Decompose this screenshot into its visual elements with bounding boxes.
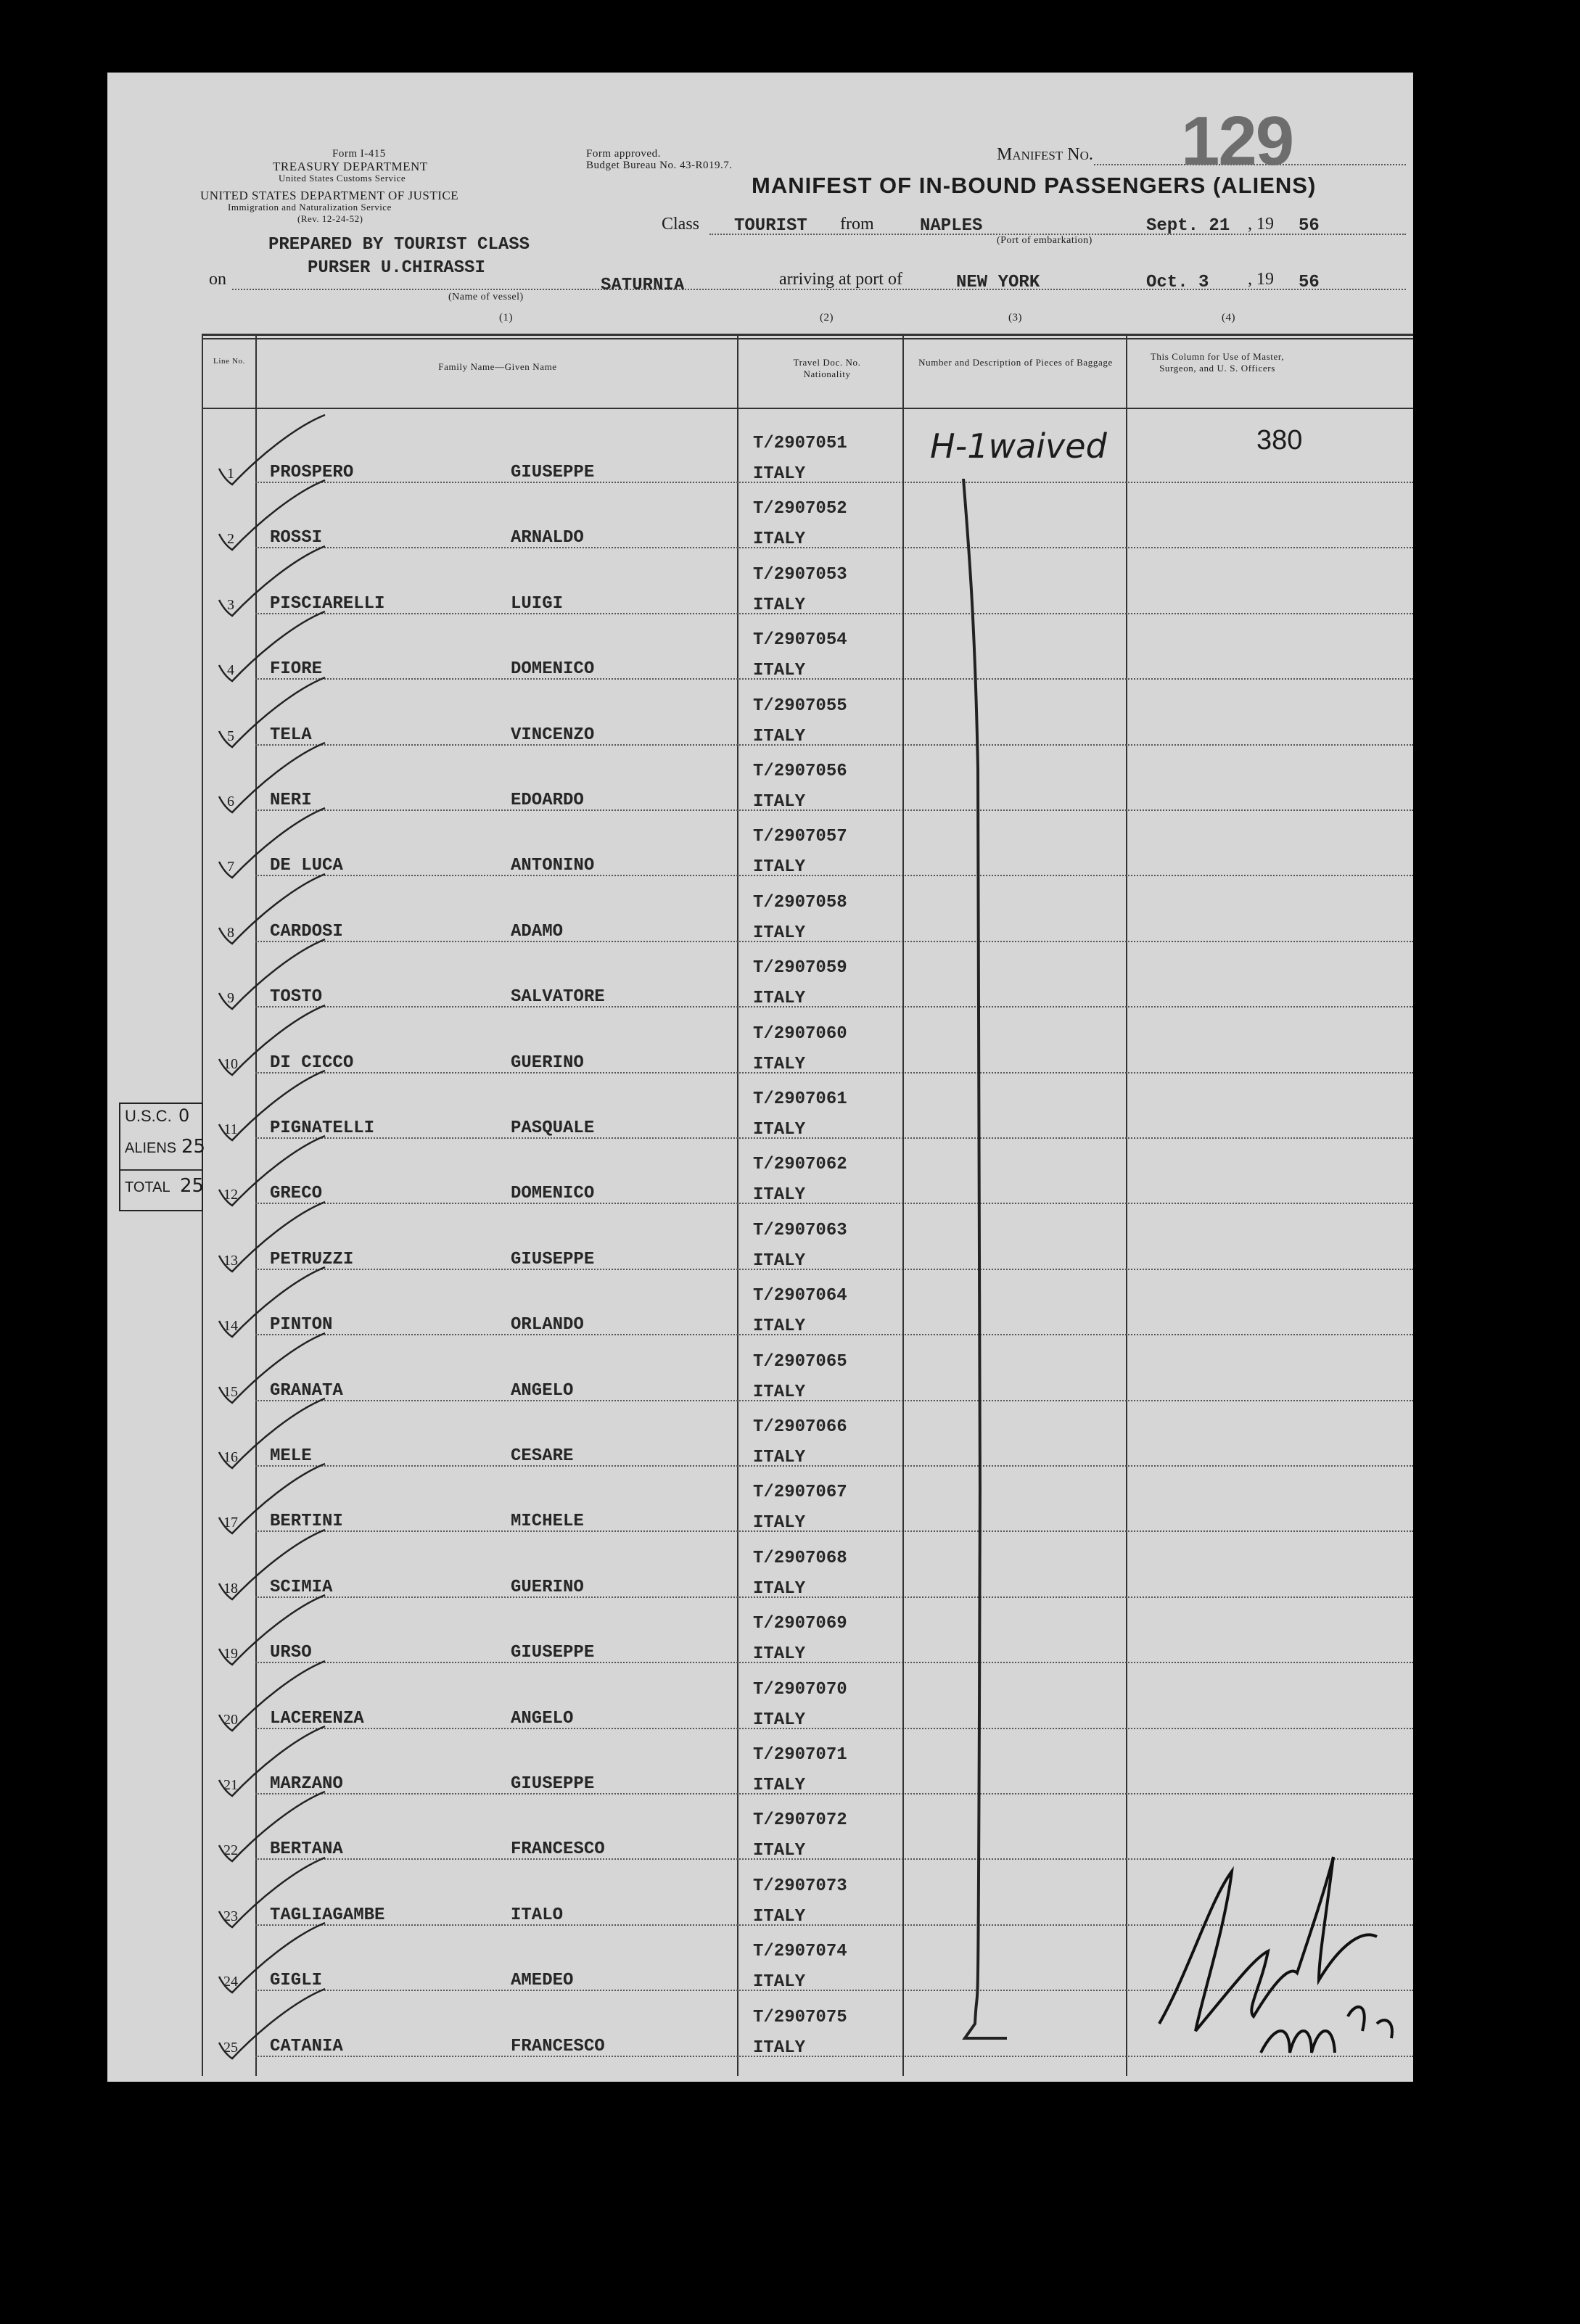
col-baggage: Number and Description of Pieces of Baggage — [918, 357, 1113, 368]
nationality: ITALY — [753, 1382, 806, 1402]
family-name: DI CICCO — [270, 1052, 354, 1073]
travel-doc-no: T/2907072 — [753, 1810, 847, 1831]
doc-col-rule — [902, 334, 904, 2076]
travel-doc-no: T/2907058 — [753, 892, 847, 912]
given-name: ANGELO — [511, 1708, 574, 1728]
nationality: ITALY — [753, 1578, 806, 1599]
line-number: 9 — [227, 990, 234, 1007]
nationality: ITALY — [753, 1841, 806, 1861]
travel-doc-no: T/2907063 — [753, 1220, 847, 1240]
travel-doc-no: T/2907069 — [753, 1614, 847, 1634]
family-name: GRECO — [270, 1184, 323, 1204]
given-name: GUERINO — [511, 1052, 584, 1073]
family-name: SCIMIA — [270, 1577, 333, 1597]
line-number: 23 — [223, 1908, 238, 1924]
table-top-rule — [202, 334, 1413, 336]
given-name: PASQUALE — [511, 1118, 595, 1138]
travel-doc-no: T/2907059 — [753, 958, 847, 978]
line-number: 1 — [227, 466, 234, 482]
box-divider — [120, 1169, 202, 1171]
name-col-rule — [737, 334, 738, 2076]
family-name: MELE — [270, 1446, 312, 1466]
revision: (Rev. 12-24-52) — [297, 213, 363, 224]
baggage-note: H-1waived — [930, 427, 1107, 466]
row-rule — [255, 1662, 1413, 1663]
row-rule — [255, 482, 1413, 483]
given-name: ORLANDO — [511, 1315, 584, 1335]
travel-doc-no: T/2907057 — [753, 827, 847, 847]
line-number: 8 — [227, 924, 234, 941]
customs-service: United States Customs Service — [279, 173, 406, 184]
family-name: NERI — [270, 791, 312, 810]
check-mark — [216, 1986, 332, 2066]
travel-doc-no: T/2907064 — [753, 1286, 847, 1306]
nationality: ITALY — [753, 792, 806, 812]
nationality: ITALY — [753, 661, 806, 681]
nationality: ITALY — [753, 464, 806, 484]
nationality: ITALY — [753, 923, 806, 943]
count-box — [119, 1103, 206, 1211]
manifest-title: MANIFEST OF IN-BOUND PASSENGERS (ALIENS) — [752, 173, 1317, 198]
department: TREASURY DEPARTMENT — [273, 160, 428, 173]
given-name: CESARE — [511, 1446, 574, 1466]
ditto-line — [949, 479, 1021, 2082]
box-aliens-value: 25 — [181, 1136, 206, 1158]
given-name: DOMENICO — [511, 659, 595, 680]
given-name: ARNALDO — [511, 528, 584, 548]
line-number: 2 — [227, 531, 234, 548]
box-usc-label: U.S.C. — [125, 1107, 172, 1125]
travel-doc-no: T/2907074 — [753, 1942, 847, 1962]
given-name: DOMENICO — [511, 1184, 595, 1204]
row-rule — [255, 1072, 1413, 1074]
family-name: TAGLIAGAMBE — [270, 1905, 385, 1925]
col-line-no: Line No. — [213, 357, 245, 366]
line-number: 7 — [227, 859, 234, 875]
manifest-no-label: Manifest No. — [997, 145, 1093, 164]
form-approved: Form approved. — [586, 148, 661, 160]
given-name: ITALO — [511, 1905, 564, 1925]
prepared-by-2: PURSER U.CHIRASSI — [308, 258, 485, 278]
family-name: PETRUZZI — [270, 1249, 354, 1269]
col-num-1: (1) — [499, 312, 513, 324]
baggage-col-rule — [1126, 334, 1127, 2076]
nationality: ITALY — [753, 1972, 806, 1993]
class-label: Class — [662, 215, 700, 234]
nationality: ITALY — [753, 530, 806, 550]
nationality: ITALY — [753, 1906, 806, 1927]
given-name: GIUSEPPE — [511, 1774, 595, 1794]
travel-doc-no: T/2907054 — [753, 630, 847, 651]
row-rule — [255, 1269, 1413, 1270]
travel-doc-no: T/2907055 — [753, 696, 847, 716]
nationality: ITALY — [753, 1513, 806, 1533]
given-name: ADAMO — [511, 921, 564, 941]
family-name: TOSTO — [270, 987, 323, 1008]
family-name: ROSSI — [270, 528, 323, 548]
travel-doc-no: T/2907060 — [753, 1023, 847, 1044]
given-name: AMEDEO — [511, 1971, 574, 1991]
family-name: BERTINI — [270, 1512, 343, 1532]
row-rule — [255, 941, 1413, 942]
date-to: Oct. 3 — [1146, 273, 1209, 292]
class-value: TOURIST — [734, 216, 807, 236]
row-rule — [255, 809, 1413, 811]
nationality: ITALY — [753, 1250, 806, 1271]
line-number: 5 — [227, 728, 234, 744]
year-from: 56 — [1299, 216, 1320, 236]
family-name: URSO — [270, 1643, 312, 1663]
family-name: PINTON — [270, 1315, 333, 1335]
line-number: 14 — [223, 1318, 238, 1335]
given-name: MICHELE — [511, 1512, 584, 1532]
on-label: on — [209, 270, 226, 289]
nationality: ITALY — [753, 2037, 806, 2058]
col-family-given: Family Name—Given Name — [438, 361, 557, 372]
line-number: 3 — [227, 596, 234, 613]
travel-doc-no: T/2907075 — [753, 2007, 847, 2027]
line-number: 24 — [223, 1974, 238, 1990]
row-rule — [255, 547, 1413, 548]
year-prefix-from: , 19 — [1248, 215, 1274, 234]
travel-doc-no: T/2907051 — [753, 434, 847, 453]
row-rule — [255, 1334, 1413, 1335]
given-name: FRANCESCO — [511, 2036, 605, 2056]
arriving-port: NEW YORK — [956, 273, 1040, 292]
travel-doc-no: T/2907073 — [753, 1876, 847, 1896]
col-officers: This Column for Use of Master, Surgeon, and U. S. Officers — [1150, 351, 1285, 374]
given-name: SALVATORE — [511, 987, 605, 1008]
travel-doc-no: T/2907052 — [753, 499, 847, 519]
nationality: ITALY — [753, 726, 806, 746]
family-name: PISCIARELLI — [270, 593, 385, 614]
box-aliens-label: ALIENS — [125, 1140, 177, 1156]
nationality: ITALY — [753, 1776, 806, 1795]
header-bottom-rule — [202, 408, 1413, 409]
given-name: GIUSEPPE — [511, 1643, 595, 1663]
line-number: 16 — [223, 1449, 238, 1465]
budget-bureau: Budget Bureau No. 43-R019.7. — [586, 160, 733, 171]
family-name: GIGLI — [270, 1971, 323, 1991]
nationality: ITALY — [753, 857, 806, 878]
col-num-3: (3) — [1008, 312, 1022, 324]
family-name: MARZANO — [270, 1774, 343, 1794]
family-name: CATANIA — [270, 2036, 343, 2056]
given-name: GIUSEPPE — [511, 463, 595, 482]
year-prefix-to: , 19 — [1248, 270, 1274, 289]
nationality: ITALY — [753, 1448, 806, 1467]
port-caption: (Port of embarkation) — [997, 235, 1093, 246]
line-number: 18 — [223, 1580, 238, 1596]
family-name: PROSPERO — [270, 463, 354, 482]
family-name: DE LUCA — [270, 856, 343, 876]
given-name: GUERINO — [511, 1577, 584, 1597]
given-name: EDOARDO — [511, 791, 584, 810]
line-number: 4 — [227, 662, 234, 679]
given-name: FRANCESCO — [511, 1839, 605, 1860]
year-to: 56 — [1299, 273, 1320, 292]
row-rule — [255, 1728, 1413, 1729]
line-number: 20 — [223, 1711, 238, 1728]
row-rule — [255, 1530, 1413, 1532]
row-rule — [255, 875, 1413, 876]
table-top-rule-2 — [202, 338, 1413, 339]
officer-signature — [1145, 1842, 1406, 2074]
nationality: ITALY — [753, 989, 806, 1009]
line-number: 10 — [223, 1055, 238, 1072]
row-rule — [255, 613, 1413, 614]
nationality: ITALY — [753, 1710, 806, 1730]
travel-doc-no: T/2907061 — [753, 1089, 847, 1109]
vessel-name: SATURNIA — [601, 276, 685, 295]
date-from: Sept. 21 — [1146, 216, 1230, 236]
row-rule — [255, 1596, 1413, 1598]
immigration-service: Immigration and Naturalization Service — [228, 202, 392, 213]
line-number: 17 — [223, 1515, 238, 1531]
manifest-number-stamp: 129 — [1181, 102, 1293, 180]
row-rule — [255, 1006, 1413, 1008]
vessel-caption: (Name of vessel) — [448, 292, 524, 302]
family-name: TELA — [270, 725, 312, 745]
row-rule — [255, 1793, 1413, 1794]
manifest-page — [107, 73, 1413, 2082]
row-rule — [255, 1137, 1413, 1139]
given-name: GIUSEPPE — [511, 1249, 595, 1269]
nationality: ITALY — [753, 1316, 806, 1337]
line-number: 25 — [223, 2039, 238, 2056]
travel-doc-no: T/2907068 — [753, 1548, 847, 1568]
family-name: PIGNATELLI — [270, 1118, 375, 1138]
col-num-2: (2) — [820, 312, 834, 324]
travel-doc-no: T/2907065 — [753, 1351, 847, 1372]
family-name: FIORE — [270, 659, 323, 680]
nationality: ITALY — [753, 1054, 806, 1074]
row-rule — [255, 1465, 1413, 1467]
box-total-label: TOTAL — [125, 1179, 170, 1195]
line-number: 13 — [223, 1252, 238, 1269]
given-name: ANGELO — [511, 1380, 574, 1401]
box-usc-value: 0 — [178, 1105, 190, 1126]
from-label: from — [840, 215, 874, 234]
line-number: 15 — [223, 1383, 238, 1400]
from-value: NAPLES — [920, 216, 983, 236]
line-number: 22 — [223, 1842, 238, 1859]
travel-doc-no: T/2907071 — [753, 1745, 847, 1765]
col-travel-doc: Travel Doc. No. Nationality — [793, 357, 861, 379]
line-number: 11 — [223, 1121, 238, 1137]
family-name: LACERENZA — [270, 1708, 364, 1728]
prepared-by-1: PREPARED BY TOURIST CLASS — [268, 235, 530, 255]
travel-doc-no: T/2907070 — [753, 1679, 847, 1699]
given-name: VINCENZO — [511, 725, 595, 745]
row-rule — [255, 1203, 1413, 1204]
justice-department: UNITED STATES DEPARTMENT OF JUSTICE — [200, 189, 459, 202]
family-name: BERTANA — [270, 1839, 343, 1860]
nationality: ITALY — [753, 595, 806, 615]
arriving-label: arriving at port of — [779, 270, 902, 289]
box-total-value: 25 — [180, 1175, 205, 1197]
travel-doc-no: T/2907067 — [753, 1483, 847, 1503]
row-rule — [255, 678, 1413, 680]
form-number: Form I-415 — [332, 148, 386, 160]
nationality: ITALY — [753, 1644, 806, 1665]
line-number: 12 — [223, 1187, 238, 1203]
officer-note: 380 — [1256, 425, 1303, 456]
line-number: 6 — [227, 794, 234, 809]
nationality: ITALY — [753, 1185, 806, 1206]
given-name: LUIGI — [511, 593, 564, 614]
travel-doc-no: T/2907056 — [753, 762, 847, 781]
travel-doc-no: T/2907066 — [753, 1417, 847, 1437]
travel-doc-no: T/2907053 — [753, 564, 847, 585]
family-name: GRANATA — [270, 1380, 343, 1401]
nationality: ITALY — [753, 1120, 806, 1140]
line-number: 19 — [223, 1646, 238, 1662]
family-name: CARDOSI — [270, 921, 343, 941]
given-name: ANTONINO — [511, 856, 595, 876]
travel-doc-no: T/2907062 — [753, 1155, 847, 1175]
col-num-4: (4) — [1222, 312, 1235, 324]
line-number: 21 — [223, 1777, 238, 1793]
row-rule — [255, 744, 1413, 746]
row-rule — [255, 1400, 1413, 1401]
